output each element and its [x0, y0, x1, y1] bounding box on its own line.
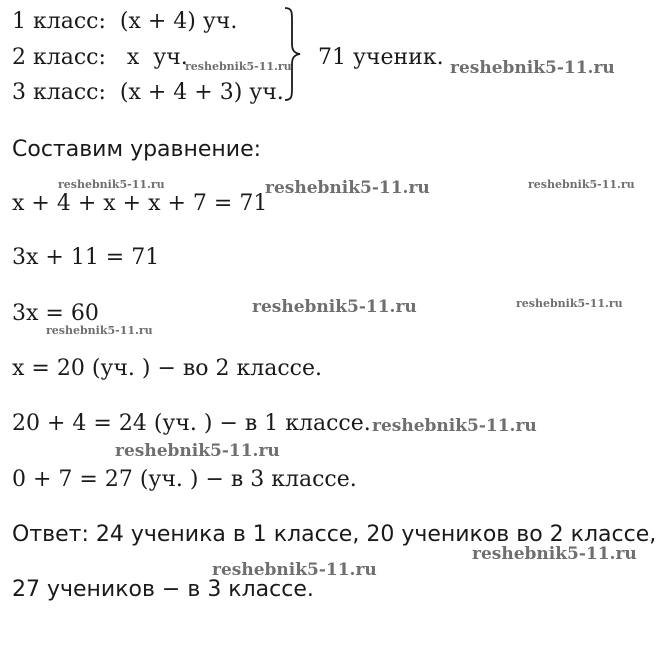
equation-4: x = 20 (уч. ) − во 2 классе. — [12, 356, 322, 381]
equation-1: x + 4 + x + x + 7 = 71 — [12, 191, 268, 216]
watermark: reshebnik5-11.ru — [115, 441, 280, 461]
answer-line-2: 27 учеников − в 3 классе. — [12, 577, 314, 602]
equation-3: 3x = 60 — [12, 301, 99, 326]
equation-6: 0 + 7 = 27 (уч. ) − в 3 классе. — [12, 467, 357, 492]
class-2-row: 2 класс: x уч. — [12, 45, 188, 70]
intro-text: Составим уравнение: — [12, 137, 262, 162]
right-brace-icon — [282, 6, 304, 102]
watermark: reshebnik5-11.ru — [516, 297, 623, 310]
answer-line-1: Ответ: 24 ученика в 1 классе, 20 учеников во 2 классе, — [12, 522, 657, 547]
equation-2: 3x + 11 = 71 — [12, 245, 160, 270]
watermark: reshebnik5-11.ru — [265, 178, 430, 198]
watermark: reshebnik5-11.ru — [528, 178, 635, 191]
class-3-row: 3 класс: (x + 4 + 3) уч. — [12, 80, 284, 105]
watermark: reshebnik5-11.ru — [252, 297, 417, 317]
watermark: reshebnik5-11.ru — [212, 560, 377, 580]
equation-5: 20 + 4 = 24 (уч. ) − в 1 классе. — [12, 411, 371, 436]
watermark: reshebnik5-11.ru — [450, 58, 615, 78]
watermark: reshebnik5-11.ru — [46, 324, 153, 337]
class-1-row: 1 класс: (x + 4) уч. — [12, 9, 238, 34]
watermark: reshebnik5-11.ru — [58, 178, 165, 191]
total-students-label: 71 ученик. — [318, 45, 444, 70]
watermark: reshebnik5-11.ru — [472, 544, 637, 564]
watermark: reshebnik5-11.ru — [185, 60, 292, 73]
watermark: reshebnik5-11.ru — [372, 416, 537, 436]
